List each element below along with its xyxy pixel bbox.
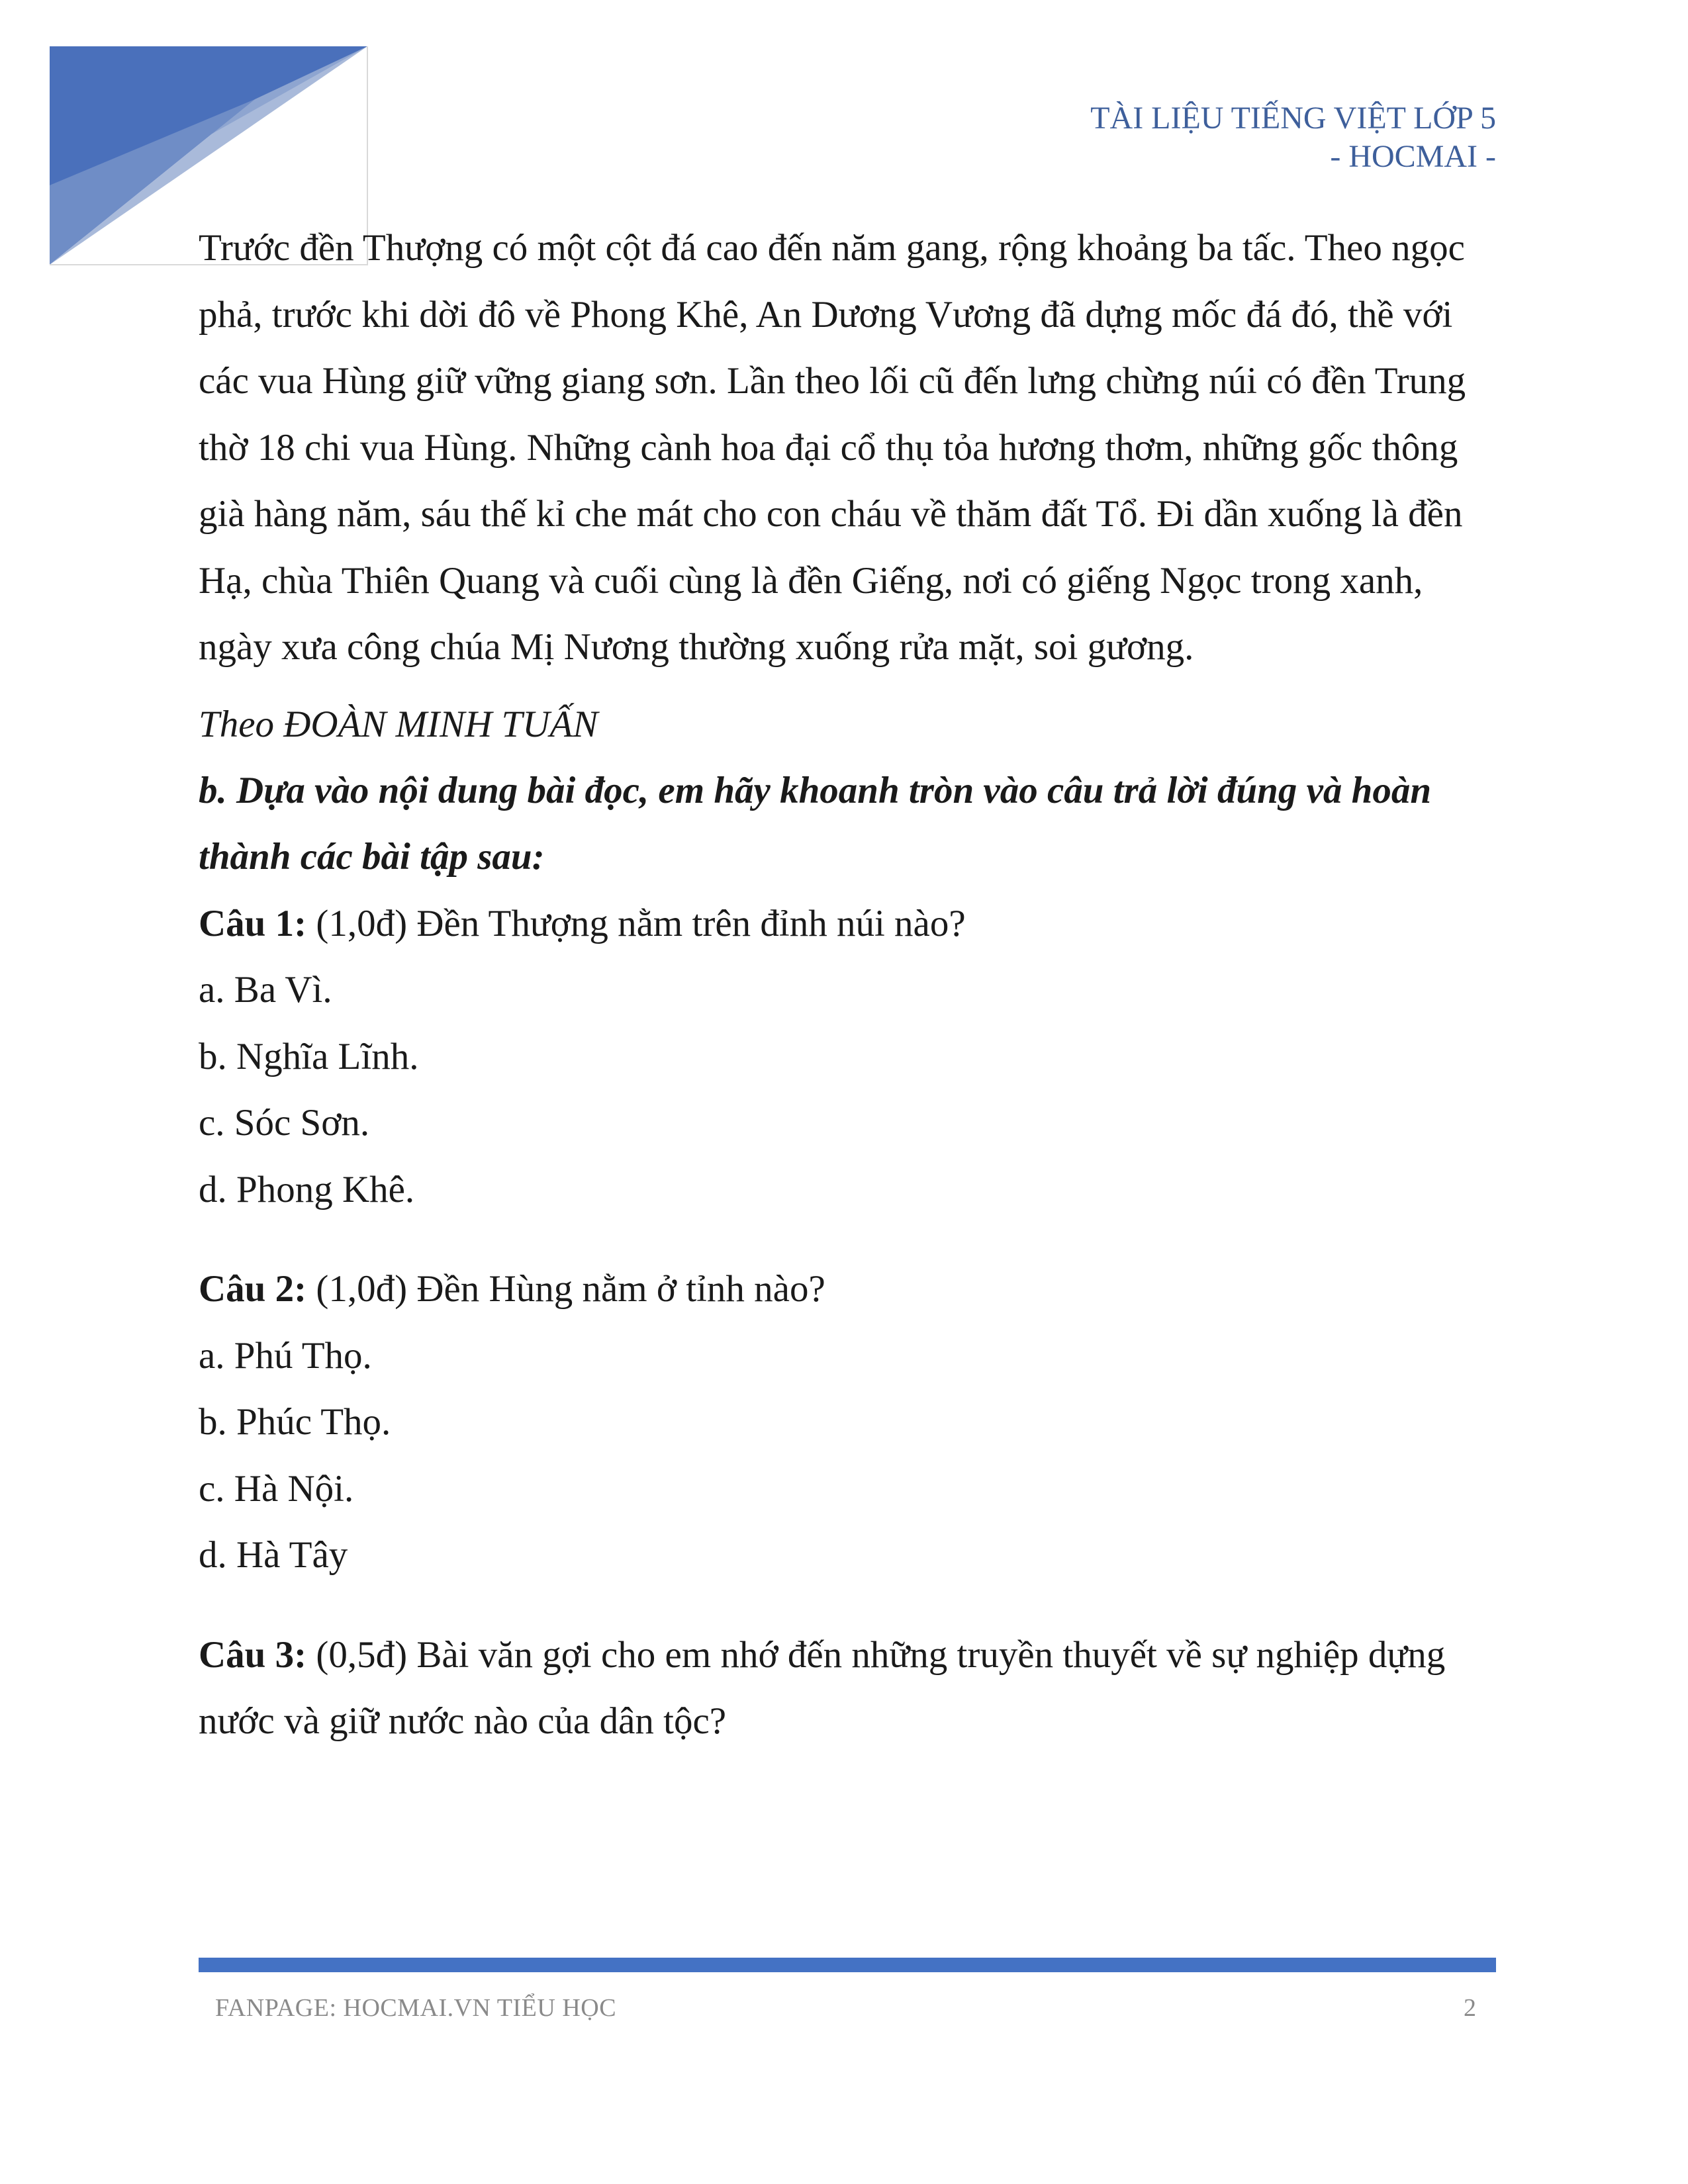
question-text: (1,0đ) Đền Hùng nằm ở tỉnh nào? [306, 1268, 825, 1310]
answer-option[interactable]: d. Hà Tây [199, 1534, 348, 1576]
answer-option[interactable]: c. Hà Nội. [199, 1467, 354, 1510]
answer-option[interactable]: b. Nghĩa Lĩnh. [199, 1035, 419, 1077]
question-text: (0,5đ) Bài văn gợi cho em nhớ đến những truyền thuyết về sự nghiệp dựng nước và giữ nước nào của dân tộc? [199, 1633, 1446, 1742]
question-2 [199, 1256, 1496, 1589]
question-label: Câu 1: [199, 902, 307, 944]
passage-source: Theo ĐOÀN MINH TUẤN [199, 703, 598, 745]
question-3 [199, 1622, 1496, 1755]
answer-option[interactable]: b. Phúc Thọ. [199, 1401, 391, 1443]
answer-option[interactable]: c. Sóc Sơn. [199, 1102, 370, 1144]
answer-options [199, 957, 1496, 1223]
header-subtitle: - HOCMAI - [1330, 139, 1496, 174]
question-label: Câu 3: [199, 1633, 307, 1676]
answer-option[interactable]: a. Ba Vì. [199, 969, 332, 1011]
header-title: TÀI LIỆU TIẾNG VIỆT LỚP 5 [1090, 101, 1496, 136]
reading-passage: Trước đền Thượng có một cột đá cao đến năm gang, rộng khoảng ba tấc. Theo ngọc phả, trước khi dời đô về Phong Khê, An Dương Vương đã dựng mốc đá đó, thề với các vua Hùng giữ vững giang sơn. Lần theo lối cũ đến lưng chừng núi có đền Trung thờ 18 chi vua Hùng. Những cành hoa đại cổ thụ tỏa hương thơm, những gốc thông già hàng năm, sáu thế kỉ che mát cho con cháu về thăm đất Tổ. Đi dần xuống là đền Hạ, chùa Thiên Quang và cuối cùng là đền Giếng, nơi có giếng Ngọc trong xanh, ngày xưa công chúa Mị Nương thường xuống rửa mặt, soi gương. [199, 227, 1466, 668]
footer-fanpage: FANPAGE: HOCMAI.VN TIỂU HỌC [215, 1994, 617, 2022]
answer-option[interactable]: d. Phong Khê. [199, 1168, 415, 1210]
exercise-instruction: b. Dựa vào nội dung bài đọc, em hãy khoanh tròn vào câu trả lời đúng và hoàn thành các bài tập sau: [199, 769, 1432, 878]
question-label: Câu 2: [199, 1268, 307, 1310]
footer-divider [199, 1958, 1496, 1972]
answer-options [199, 1323, 1496, 1589]
question-1 [199, 891, 1496, 1224]
question-text: (1,0đ) Đền Thượng nằm trên đỉnh núi nào? [306, 902, 966, 944]
page-number: 2 [1464, 1994, 1476, 2022]
page-content [199, 215, 1496, 1755]
document-header [1090, 99, 1496, 176]
answer-option[interactable]: a. Phú Thọ. [199, 1334, 372, 1377]
